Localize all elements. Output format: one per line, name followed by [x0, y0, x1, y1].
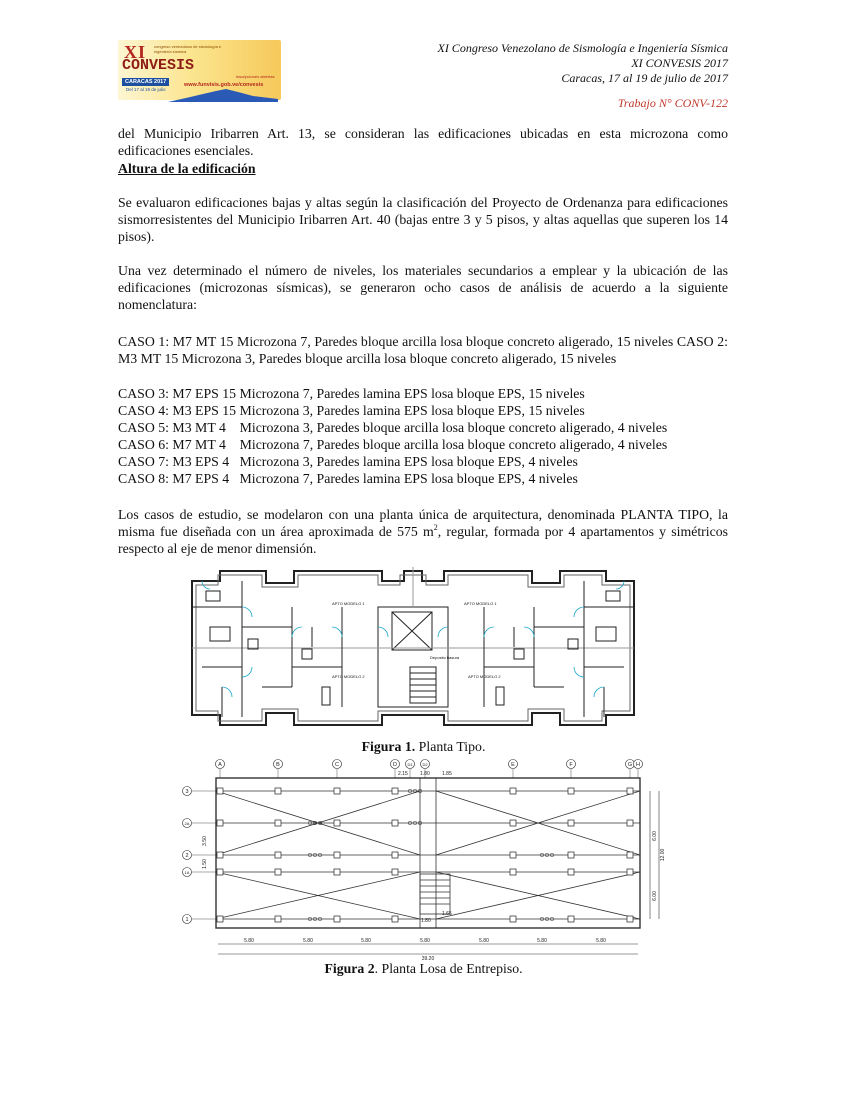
figure-2-caption [0, 961, 847, 977]
fig2-bottom-dim: 5.80 [303, 938, 313, 944]
fig2-column [627, 788, 633, 794]
paragraph-building-height: Se evaluaron edificaciones bajas y altas según la clasificación del Proyecto de Ordenanza para edificaciones sismorresistentes del Municipio Iribarren Art. 40 (bajas entre 3 y 5 pisos, y altas aquellas que superen los 14 pisos). [118, 195, 728, 244]
fig2-column [275, 869, 281, 875]
logo-tagline: congreso venezolano de sismología e ingeniería sísmica [154, 44, 222, 54]
fig2-left-dim-1: 3.50 [202, 836, 208, 846]
header-conference-name: XI Congreso Venezolano de Sismología e Ingeniería Sísmica [437, 41, 728, 55]
caso-3: CASO 3: M7 EPS 15 Microzona 7, Paredes lamina EPS losa bloque EPS, 15 niveles [118, 386, 585, 401]
fig2-row-axis-label: 1 [185, 917, 189, 923]
fig2-total-dim: 39.20 [421, 956, 435, 962]
paragraph-continuation: del Municipio Iribarren Art. 13, se consideran las edificaciones ubicadas en esta microzona como edificaciones esenciales. [118, 126, 728, 158]
fig2-top-dim-3: 1.85 [442, 771, 452, 777]
fig2-bottom-dim: 5.80 [361, 938, 371, 944]
fig1-label-apto2-right: APTO MODELO 2 [468, 674, 501, 679]
logo-url: www.funvisis.gob.ve/convesis [184, 82, 264, 88]
fig2-bottom-dim: 5.80 [537, 938, 547, 944]
planta-text-a: Los casos de estudio, se modelaron con una planta única de arquitectura, denominada PLANTA TIPO, la misma fue diseñada con un área aproximada de 575 m [118, 507, 728, 539]
logo-name: CONVESIS [122, 57, 195, 74]
fig2-left-dim-2: 1.50 [202, 859, 208, 869]
fig2-column [217, 916, 223, 922]
conference-logo [118, 40, 281, 100]
fig2-column [217, 869, 223, 875]
header-paper-id: Trabajo N° CONV-122 [617, 96, 728, 110]
fig1-label-apto1-right: APTO MODELO 1 [464, 601, 497, 606]
fig2-column [217, 820, 223, 826]
mountain-silhouette-icon [168, 88, 278, 102]
logo-xi: XI [124, 42, 147, 62]
fig2-top-dim-1: 2.15 [398, 771, 408, 777]
fig2-column [334, 788, 340, 794]
fig2-col-axis-label: F [569, 762, 573, 768]
figure-2-title: . Planta Losa de Entrepiso. [374, 961, 523, 976]
fig2-column [392, 916, 398, 922]
fig2-col-axis-label: H [636, 762, 640, 768]
fig2-row-axis-label: 2A [184, 821, 190, 826]
fig2-bottom-dim: 5.80 [479, 938, 489, 944]
fig2-column [334, 852, 340, 858]
logo-registration: inscripciones abiertas [236, 74, 275, 79]
caso-1-2: CASO 1: M7 MT 15 Microzona 7, Paredes bloque arcilla losa bloque concreto aligerado, 15 niveles CASO 2: M3 MT 15 Microzona 3, Paredes bloque arcilla losa bloque concreto aligerado, 15 niveles [118, 334, 728, 366]
fig2-right-dim-2: 12.00 [660, 848, 666, 862]
fig1-label-apto2-left: APTO MODELO 2 [332, 674, 365, 679]
fig2-col-axis-label: D1 [407, 762, 413, 767]
fig2-stair-dim-2: 1.80 [421, 918, 431, 924]
caso-8: CASO 8: M7 EPS 4 Microzona 7, Paredes lamina EPS losa bloque EPS, 4 niveles [118, 471, 578, 486]
fig2-column [568, 869, 574, 875]
fig2-col-axis-label: E [511, 762, 515, 768]
fig2-column [275, 852, 281, 858]
fig2-column [334, 916, 340, 922]
fig2-col-axis-label: B [276, 762, 280, 768]
fig2-column [392, 820, 398, 826]
fig2-col-axis-label: C [335, 762, 339, 768]
logo-city-badge: CARACAS 2017 [122, 78, 169, 86]
fig2-row-axis-label: 1A [184, 870, 190, 875]
figure-1-title: Planta Tipo. [415, 739, 486, 754]
fig2-column [627, 869, 633, 875]
fig2-row-axis-label: 2 [185, 853, 189, 859]
fig2-column [510, 820, 516, 826]
fig2-top-dim-2: 1.80 [420, 771, 430, 777]
fig2-col-axis-label: D [393, 762, 397, 768]
header-location-dates: Caracas, 17 al 19 de julio de 2017 [561, 71, 728, 85]
figure-1-caption [0, 739, 847, 755]
fig2-right-dim-3: 6.00 [652, 891, 658, 901]
fig2-row-axis-label: 3 [185, 789, 189, 795]
fig2-column [510, 869, 516, 875]
fig2-column [334, 820, 340, 826]
figure-2-number: Figura 2 [324, 961, 375, 976]
caso-6: CASO 6: M7 MT 4 Microzona 7, Paredes bloque arcilla losa bloque concreto aligerado, 4 niveles [118, 437, 668, 452]
fig2-column [568, 916, 574, 922]
fig2-column [568, 788, 574, 794]
fig2-column [275, 788, 281, 794]
fig1-label-apto1-left: APTO MODELO 1 [332, 601, 365, 606]
planta-text-b: , regular, formada por 4 apartamentos y simétricos respecto al eje de menor dimensión. [118, 523, 728, 556]
fig2-col-axis-label: G [627, 762, 633, 768]
fig2-column [275, 916, 281, 922]
fig2-column [510, 916, 516, 922]
fig2-column [627, 820, 633, 826]
figure-1-floor-plan [182, 567, 644, 729]
paragraph-cases-intro: Una vez determinado el número de niveles, los materiales secundarios a emplear y la ubicación de las edificaciones (microzonas sísmicas), se generaron ocho casos de análisis de acuerdo a la siguiente nomenclatura: [118, 263, 728, 312]
fig2-column [392, 788, 398, 794]
fig2-column [217, 852, 223, 858]
section-heading: Altura de la edificación [118, 161, 256, 176]
fig2-column [627, 852, 633, 858]
fig2-col-axis-label: D2 [422, 762, 428, 767]
fig2-column [510, 788, 516, 794]
fig2-column [392, 852, 398, 858]
fig2-column [217, 788, 223, 794]
figure-1-number: Figura 1. [361, 739, 416, 754]
figure-2-slab-plan [180, 756, 664, 962]
fig2-column [568, 820, 574, 826]
fig2-right-dim-1: 6.00 [652, 831, 658, 841]
fig2-bottom-dim: 5.80 [420, 938, 430, 944]
paragraph-planta-tipo [118, 507, 728, 558]
fig2-column [568, 852, 574, 858]
fig2-column [275, 820, 281, 826]
fig2-bottom-dim: 5.80 [244, 938, 254, 944]
area-superscript: 2 [433, 522, 438, 532]
caso-4: CASO 4: M3 EPS 15 Microzona 3, Paredes lamina EPS losa bloque EPS, 15 niveles [118, 403, 585, 418]
fig2-column [392, 869, 398, 875]
caso-7: CASO 7: M3 EPS 4 Microzona 3, Paredes lamina EPS losa bloque EPS, 4 niveles [118, 454, 578, 469]
fig2-column [627, 916, 633, 922]
logo-dates: Del 17 al 19 de julio [126, 87, 166, 92]
caso-5: CASO 5: M3 MT 4 Microzona 3, Paredes bloque arcilla losa bloque concreto aligerado, 4 niveles [118, 420, 668, 435]
fig2-column [510, 852, 516, 858]
fig2-column [334, 869, 340, 875]
header-conference-short: XI CONVESIS 2017 [631, 56, 728, 70]
fig2-col-axis-label: A [218, 762, 222, 768]
fig2-stair-dim-1: 1.65 [442, 911, 452, 917]
fig1-label-core: Deposito basura [430, 655, 460, 660]
fig2-bottom-dim: 5.80 [596, 938, 606, 944]
